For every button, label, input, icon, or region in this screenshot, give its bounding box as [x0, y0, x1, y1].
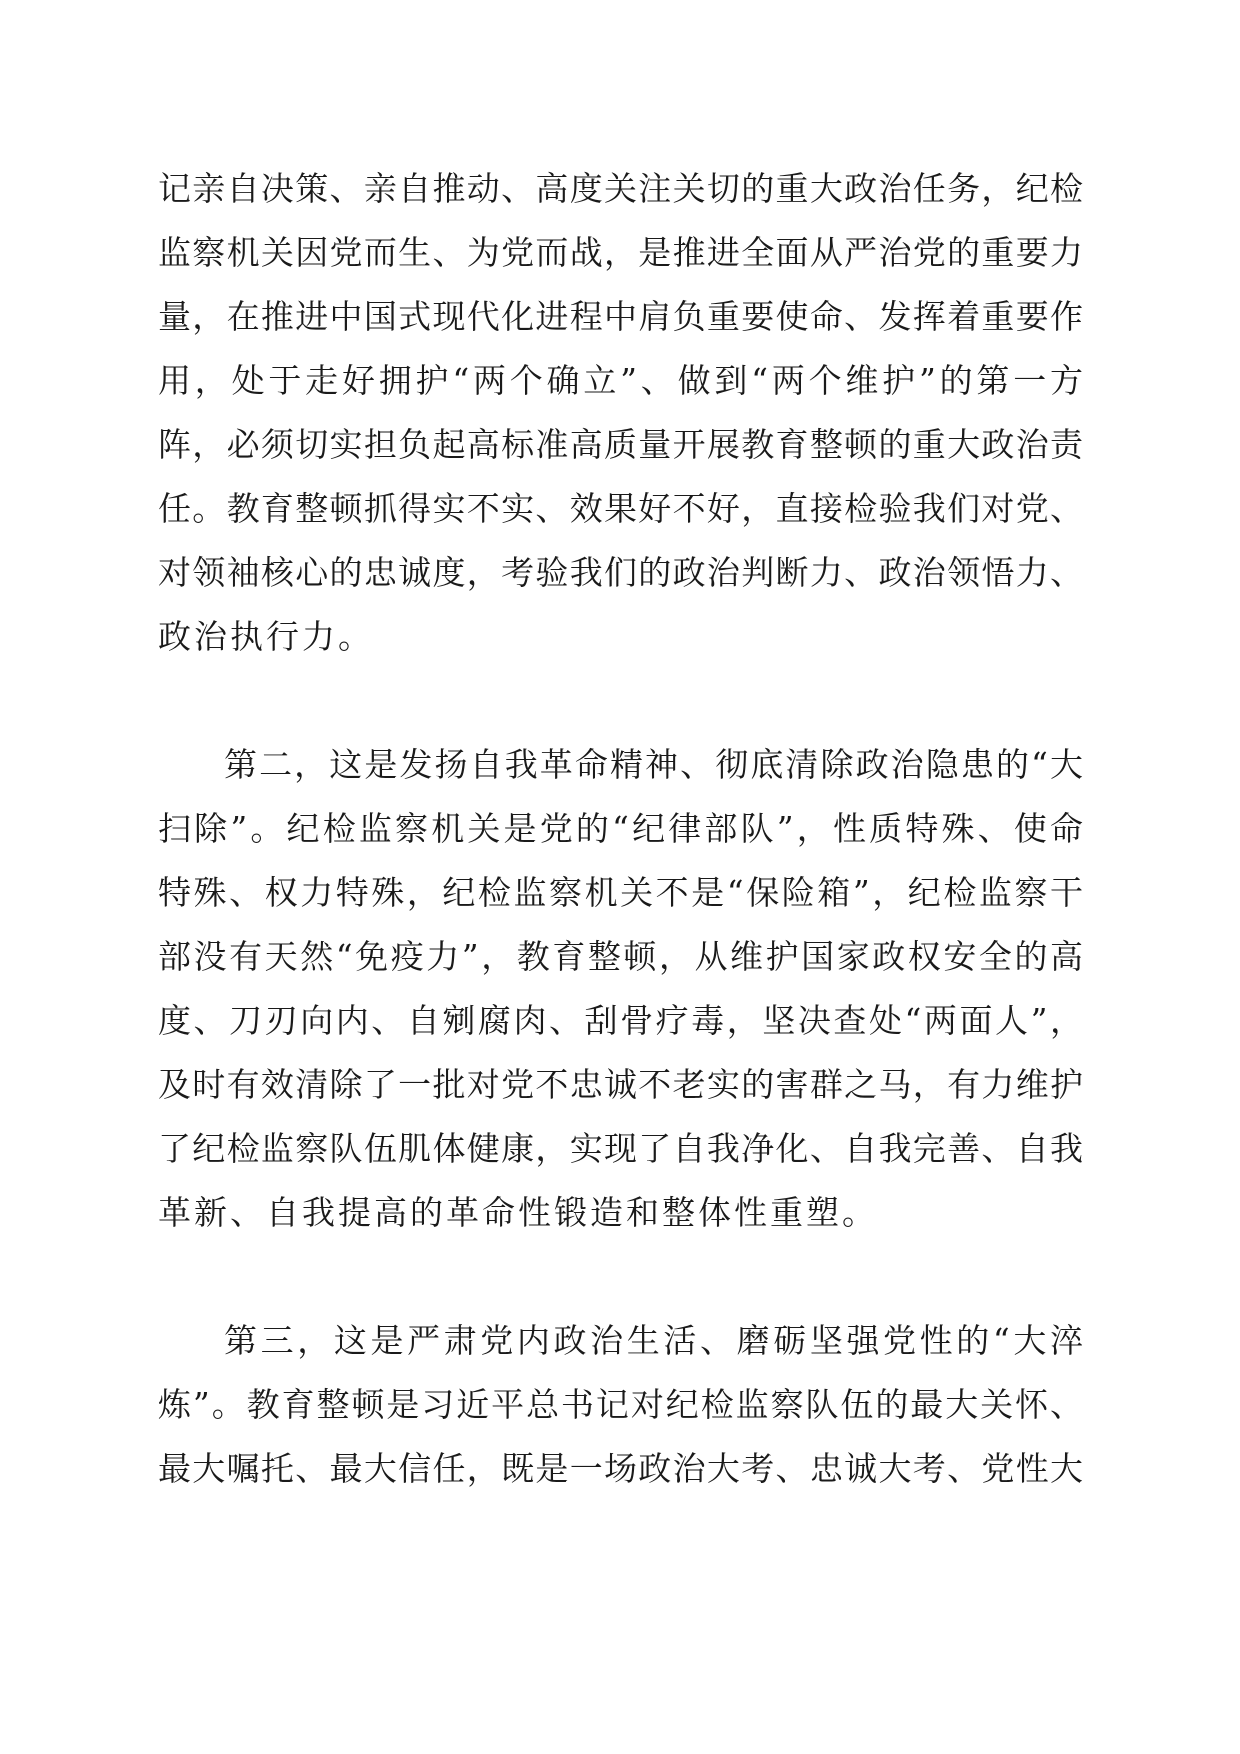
paragraph-1-line-7: 对领袖核心的忠诚度，考验我们的政治判断力、政治领悟力、 [158, 553, 1083, 592]
paragraph-2-line-4: 部没有天然“免疫力”，教育整顿，从维护国家政权安全的高 [158, 937, 1083, 976]
paragraph-3-line-2: 炼”。教育整顿是习近平总书记对纪检监察队伍的最大关怀、 [158, 1385, 1083, 1424]
paragraph-3-line-1: 第三，这是严肃党内政治生活、磨砺坚强党性的“大淬 [224, 1321, 1083, 1360]
paragraph-1-line-6: 任。教育整顿抓得实不实、效果好不好，直接检验我们对党、 [158, 489, 1083, 528]
paragraph-1-line-1: 记亲自决策、亲自推动、高度关注关切的重大政治任务，纪检 [158, 169, 1083, 208]
paragraph-2-line-7: 了纪检监察队伍肌体健康，实现了自我净化、自我完善、自我 [158, 1129, 1083, 1168]
paragraph-2-line-8: 革新、自我提高的革命性锻造和整体性重塑。 [158, 1193, 878, 1232]
paragraph-2-line-6: 及时有效清除了一批对党不忠诚不老实的害群之马，有力维护 [158, 1065, 1083, 1104]
paragraph-2-line-3: 特殊、权力特殊，纪检监察机关不是“保险箱”，纪检监察干 [158, 873, 1083, 912]
paragraph-2-line-2: 扫除”。纪检监察机关是党的“纪律部队”，性质特殊、使命 [158, 809, 1083, 848]
paragraph-1-line-4: 用，处于走好拥护“两个确立”、做到“两个维护”的第一方 [158, 361, 1083, 400]
paragraph-1-line-3: 量，在推进中国式现代化进程中肩负重要使命、发挥着重要作 [158, 297, 1083, 336]
paragraph-2-line-5: 度、刀刃向内、自剜腐肉、刮骨疗毒，坚决查处“两面人”， [158, 1001, 1083, 1040]
paragraph-1-line-2: 监察机关因党而生、为党而战，是推进全面从严治党的重要力 [158, 233, 1083, 272]
paragraph-3-line-3: 最大嘱托、最大信任，既是一场政治大考、忠诚大考、党性大 [158, 1449, 1083, 1488]
paragraph-2-line-1: 第二，这是发扬自我革命精神、彻底清除政治隐患的“大 [224, 745, 1083, 784]
paragraph-1-line-5: 阵，必须切实担负起高标准高质量开展教育整顿的重大政治责 [158, 425, 1083, 464]
paragraph-1-line-8: 政治执行力。 [158, 617, 374, 656]
